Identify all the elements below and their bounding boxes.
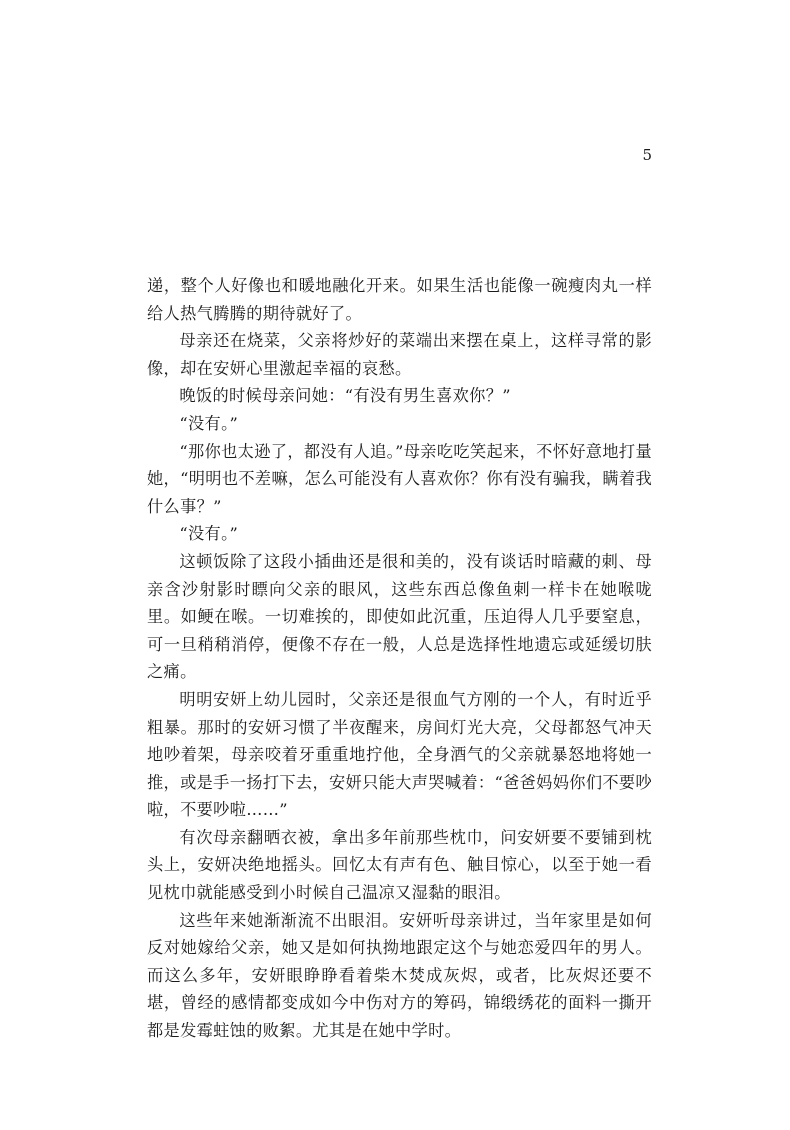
paragraph: “没有。” [179,413,239,433]
paragraph: 这些年来她渐渐流不出眼泪。安妍听母亲讲过，当年家里是如何反对她嫁给父亲，她又是如何执拗地跟定这个与她恋爱四年的男人。而这么多年，安妍眼睁睁看着柴木焚成灰烬，或者，比灰烬还要不堪，曾经的感情都变成如今中伤对方的筹码，锦缎绣花的面料一撕开都是发霉蛀蚀的败絮。尤其是在她中学时。 [147,910,652,1041]
paragraph: “那你也太逊了，都没有人追。”母亲吃吃笑起来，不怀好意地打量她，“明明也不差嘛，怎么可能没有人喜欢你？你有没有骗我，瞒着我什么事？” [147,441,652,516]
paragraph: 递，整个人好像也和暖地融化开来。如果生活也能像一碗瘦肉丸一样给人热气腾腾的期待就好了。 [147,276,652,323]
body-text [147,272,652,1045]
paragraph: “没有。” [179,524,239,544]
paragraph: 这顿饭除了这段小插曲还是很和美的，没有谈话时暗藏的刺、母亲含沙射影时瞟向父亲的眼风，这些东西总像鱼刺一样卡在她喉咙里。如鲠在喉。一切难挨的，即使如此沉重，压迫得人几乎要窒息，可一旦稍稍消停，便像不存在一般，人总是选择性地遗忘或延缓切肤之痛。 [147,551,652,682]
page-number: 5 [642,146,652,164]
paragraph: 母亲还在烧菜，父亲将炒好的菜端出来摆在桌上，这样寻常的影像，却在安妍心里激起幸福的哀愁。 [147,331,652,378]
paragraph: 有次母亲翻晒衣被，拿出多年前那些枕巾，问安妍要不要铺到枕头上，安妍决绝地摇头。回忆太有声有色、触目惊心，以至于她一看见枕巾就能感受到小时候自己温凉又湿黏的眼泪。 [147,827,652,903]
paragraph: 明明安妍上幼儿园时，父亲还是很血气方刚的一个人，有时近乎粗暴。那时的安妍习惯了半夜醒来，房间灯光大亮，父母都怒气冲天地吵着架，母亲咬着牙重重地拧他，全身酒气的父亲就暴怒地将她一推，或是手一扬打下去，安妍只能大声哭喊着：“爸爸妈妈你们不要吵啦，不要吵啦……” [147,689,652,820]
paragraph: 晚饭的时候母亲问她：“有没有男生喜欢你？” [179,386,511,406]
